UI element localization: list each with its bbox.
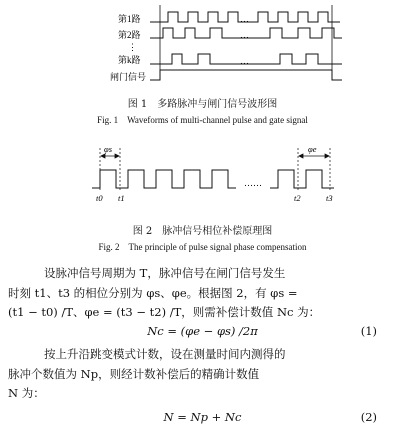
channel-k-label: 第k路 [118,55,141,65]
channel-1-ellipsis: … [240,14,249,24]
equation-1-number: (1) [360,324,377,338]
paragraph-1-line-3: (t1 − t0) /T、φe = (t3 − t2) /T，则需补偿计数值 Nc 为： [8,305,321,319]
paragraph-2-line-3: N 为： [8,386,45,400]
t1-label: t1 [118,193,125,202]
figure-2-caption-cn: 图 2 脉冲信号相位补偿原理图 [132,226,273,237]
gate-signal-waveform [150,70,342,80]
phi-s-label: φs [104,144,113,154]
t0-label: t0 [96,193,103,202]
channel-2-ellipsis: … [240,30,249,40]
equation-2-body: N = Np + Nc [163,410,242,424]
channel-2-label: 第2路 [118,30,141,40]
paragraph-2-line-1: 按上升沿跳变模式计数，设在测量时间内测得的 [44,347,286,361]
figure-2-caption-en: Fig. 2 The principle of pulse signal phase compensation [98,242,307,252]
figure-1-caption-en: Fig. 1 Waveforms of multi-channel pulse and gate signal [97,115,308,125]
pulse-dots: …… [244,178,262,188]
paragraph-2 [8,345,384,404]
equation-1-body: Nc = (φe − φs) /2π [147,324,258,338]
phi-e-label: φe [308,144,317,154]
t3-label: t3 [326,193,333,202]
pulse-train-right [270,170,334,188]
paragraph-1-line-1: 设脉冲信号周期为 T，脉冲信号在闸门信号发生 [44,266,286,280]
channel-1-label: 第1路 [118,14,141,24]
figure-1-caption-cn: 图 1 多路脉冲与闸门信号波形图 [127,99,278,110]
paragraph-2-line-2: 脉冲个数值为 Np，则经计数补偿后的精确计数值 [8,366,260,381]
paragraph-1 [8,264,384,323]
equation-2-number: (2) [360,410,377,424]
t2-label: t2 [294,193,301,202]
channel-k-ellipsis: … [240,56,249,66]
figure-2-phase-compensation [0,140,405,202]
paragraph-1-line-2: 时刻 t1、t3 的相位分别为 φs、φe。根据图 2，有 φs = [8,285,298,300]
figure-1-waveforms [0,0,405,100]
pulse-train-left [92,170,236,188]
channel-ellipsis-label: ⋮ [128,42,137,52]
gate-signal-label: 闸门信号 [110,72,147,82]
